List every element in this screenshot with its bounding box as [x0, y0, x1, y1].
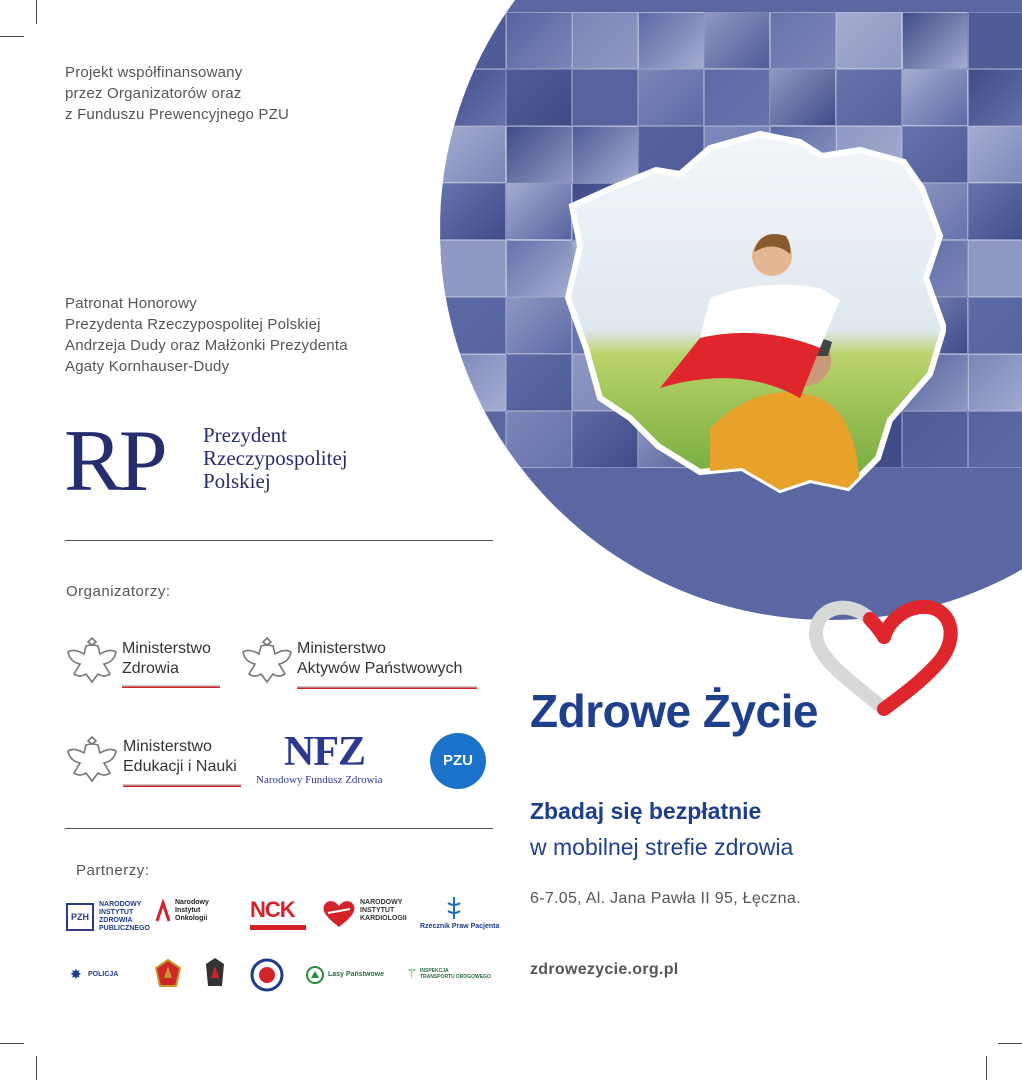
main-title: Zdrowe Życie: [530, 685, 818, 737]
photo-tile: [638, 69, 704, 126]
photo-tile: [704, 69, 770, 126]
organizers-label: Organizatorzy:: [66, 583, 171, 600]
photo-tile: [506, 12, 572, 69]
oncology-text: [175, 899, 209, 923]
border-guard-emblem-icon: [204, 956, 226, 990]
pzh-line: NARODOWY: [99, 901, 142, 908]
patronage-line: Agaty Kornhauser-Dudy: [65, 358, 230, 375]
photo-tile: [968, 12, 1022, 69]
patronage-text: [65, 293, 348, 377]
oncology-line: Onkologii: [175, 915, 208, 922]
partners-label: Partnerzy:: [76, 862, 150, 879]
organizer-line: Ministerstwo: [297, 640, 386, 657]
photo-tile: [440, 69, 506, 126]
nck-bar: [250, 925, 306, 930]
photo-tile: [440, 126, 506, 183]
partner-logo-pzh: [66, 897, 150, 933]
website-link[interactable]: zdrowezycie.org.pl: [530, 961, 679, 978]
partner-logo-cardiology: [322, 897, 412, 937]
cardiology-line: INSTYTUT: [360, 907, 395, 914]
road-inspection-text: [420, 968, 491, 980]
oncology-line: Instytut: [175, 907, 201, 914]
photo-tile: [440, 354, 506, 411]
subtitle-bold: Zbadaj się bezpłatnie: [530, 798, 762, 824]
photo-tile: [968, 411, 1022, 468]
crop-mark: [986, 1056, 987, 1080]
tree-icon: [306, 966, 324, 984]
flag-stripe: [297, 686, 477, 689]
pzh-text: [99, 901, 150, 933]
pzh-line: PUBLICZNEGO: [99, 925, 150, 932]
divider: [65, 828, 493, 829]
photo-tile: [572, 69, 638, 126]
partner-logo-road-inspection: [406, 966, 491, 984]
star-icon: ✸: [70, 966, 82, 982]
heart-icon: [322, 899, 356, 929]
oncology-icon: [153, 899, 173, 923]
photo-tile: [902, 69, 968, 126]
crop-mark: [36, 0, 37, 24]
cardiology-text: [360, 899, 407, 923]
patronage-line: Patronat Honorowy: [65, 295, 197, 312]
organizer-line: Ministerstwo: [123, 738, 212, 755]
road-inspection-line: INSPEKCJA: [420, 968, 449, 974]
partner-logo-patient-ombudsman: [420, 895, 500, 935]
organizer-line: Edukacji i Nauki: [123, 758, 237, 775]
photo-tile: [836, 12, 902, 69]
pzh-mark: PZH: [66, 903, 94, 931]
partner-logo-state-forests: [306, 966, 396, 984]
photo-tile: [968, 69, 1022, 126]
flag-stripe: [122, 685, 220, 688]
partner-logo-nck: [250, 897, 308, 933]
photo-tile: [968, 126, 1022, 183]
nck-mark: NCK: [250, 897, 295, 922]
rp-logo-line: Prezydent: [203, 423, 287, 447]
cardiology-line: NARODOWY: [360, 899, 403, 906]
police-text: POLICJA: [88, 971, 119, 978]
partner-logo-police: [70, 966, 130, 984]
organizer-ministry-health: [122, 639, 211, 679]
photo-tile: [638, 12, 704, 69]
crop-mark: [998, 1043, 1022, 1044]
patronage-line: Prezydenta Rzeczypospolitej Polskiej: [65, 316, 321, 333]
heart-ribbon-icon: [808, 597, 960, 719]
caduceus-icon: [444, 895, 464, 921]
eagle-emblem-icon: [66, 634, 118, 690]
event-address: 6-7.05, Al. Jana Pawła II 95, Łęczna.: [530, 890, 801, 907]
crop-mark: [0, 36, 24, 37]
photo-tile: [968, 183, 1022, 240]
military-emblem-icon: [250, 958, 284, 992]
photo-tile: [968, 297, 1022, 354]
cofinance-line: Projekt współfinansowany: [65, 64, 243, 81]
photo-tile: [440, 12, 506, 69]
eagle-emblem-icon: [241, 634, 293, 690]
photo-tile: [968, 354, 1022, 411]
state-forests-text: Lasy Państwowe: [328, 971, 385, 978]
cofinance-line: z Funduszu Prewencyjnego PZU: [65, 106, 290, 123]
crop-mark: [0, 1043, 24, 1044]
divider: [65, 540, 493, 541]
patronage-line: Andrzeja Dudy oraz Małżonki Prezydenta: [65, 337, 348, 354]
road-inspection-line: TRANSPORTU DROGOWEGO: [420, 974, 491, 980]
organizer-line: Zdrowia: [122, 660, 179, 677]
road-inspection-icon: ⚚: [406, 966, 418, 981]
rp-logo-line: Polskiej: [203, 469, 271, 493]
rp-logo-line: Rzeczypospolitej: [203, 446, 348, 470]
cardiology-line: KARDIOLOGII: [360, 915, 407, 922]
photo-tile: [836, 69, 902, 126]
fire-service-emblem-icon: [154, 958, 182, 990]
photo-tile: [572, 12, 638, 69]
cofinance-line: przez Organizatorów oraz: [65, 85, 242, 102]
flag-stripe: [123, 784, 241, 787]
photo-tile: [704, 12, 770, 69]
ombudsman-text: Rzecznik Praw Pacjenta: [420, 923, 500, 930]
rp-logo-text: [203, 424, 348, 493]
photo-tile: [440, 240, 506, 297]
organizer-ministry-state-assets: [297, 639, 462, 679]
pzh-line: ZDROWIA: [99, 917, 133, 924]
crop-mark: [36, 1056, 37, 1080]
photo-tile: [440, 297, 506, 354]
photo-tile: [968, 240, 1022, 297]
pzh-line: INSTYTUT: [99, 909, 134, 916]
eagle-emblem-icon: [66, 733, 118, 789]
photo-tile: [440, 183, 506, 240]
cofinance-text: [65, 62, 289, 125]
partner-logo-oncology: [153, 897, 233, 937]
photo-tile: [770, 69, 836, 126]
organizer-line: Aktywów Państwowych: [297, 660, 463, 677]
organizer-ministry-education: [123, 737, 237, 777]
pzu-logo: PZU: [430, 733, 486, 789]
photo-tile: [770, 12, 836, 69]
rp-logo-mark: RP: [64, 413, 164, 510]
organizer-line: Ministerstwo: [122, 640, 211, 657]
nfz-logo-subtitle: Narodowy Fundusz Zdrowia: [256, 774, 383, 786]
photo-tile: [902, 12, 968, 69]
photo-tile: [440, 411, 506, 468]
nfz-logo-mark: NFZ: [284, 729, 365, 775]
subtitle: w mobilnej strefie zdrowia: [530, 834, 794, 860]
poland-map-photo: [560, 128, 946, 498]
photo-tile: [506, 69, 572, 126]
oncology-line: Narodowy: [175, 899, 209, 906]
